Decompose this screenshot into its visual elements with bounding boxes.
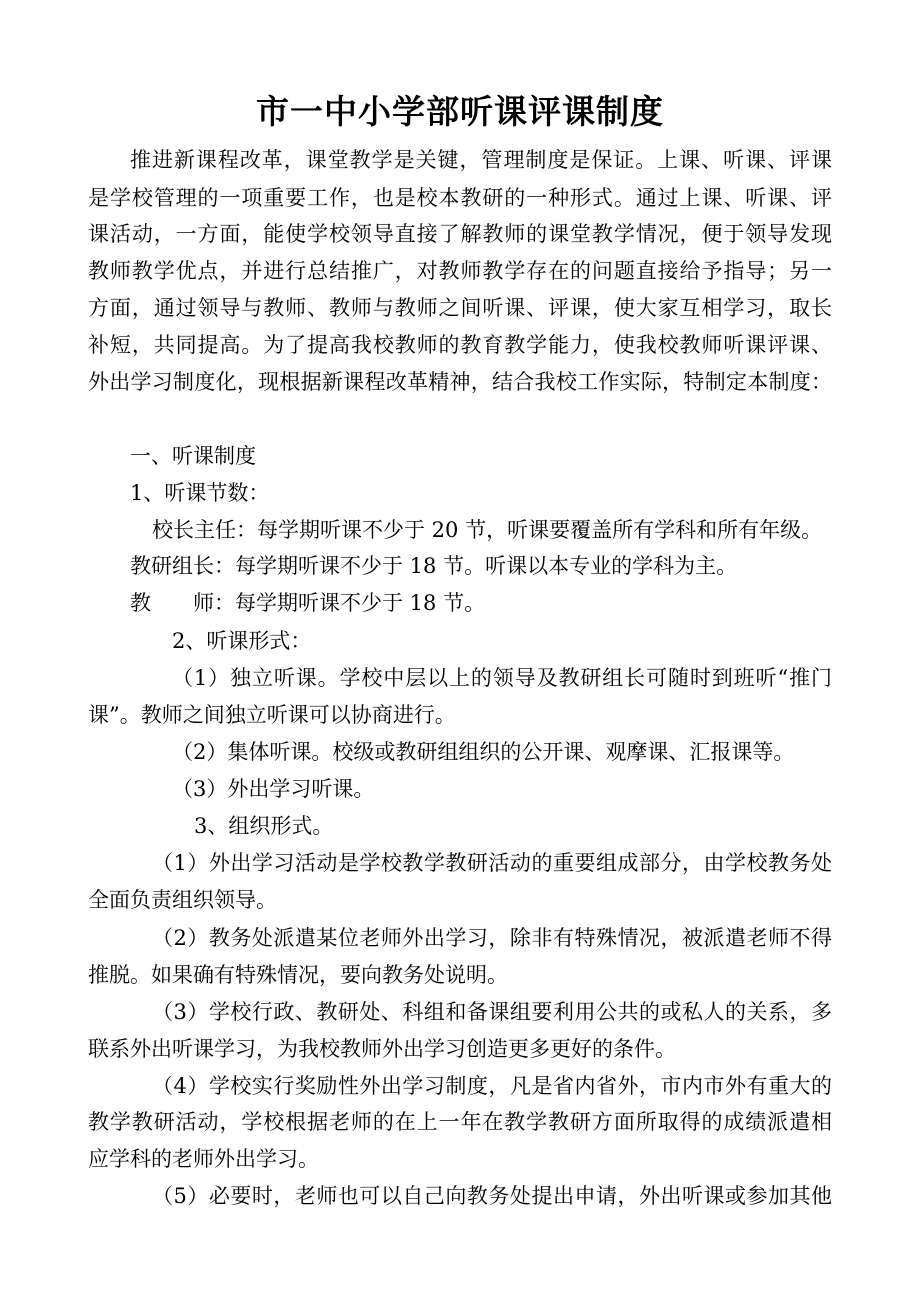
paragraph-line: （3）学校行政、教研处、科组和备课组要利用公共的或私人的关系，多: [152, 1000, 832, 1024]
paragraph-line: 推脱。如果确有特殊情况，要向教务处说明。: [88, 963, 508, 987]
section-heading: 一、听课制度: [130, 444, 256, 468]
paragraph-line: 应学科的老师外出学习。: [88, 1147, 319, 1171]
paragraph-line: 外出学习制度化，现根据新课程改革精神，结合我校工作实际，特制定本制度：: [88, 370, 832, 394]
subsection-heading: 1、听课节数：: [130, 481, 270, 505]
paragraph-line: 全面负责组织领导。: [88, 888, 277, 912]
paragraph-line: （2）教务处派遣某位老师外出学习，除非有特殊情况，被派遣老师不得: [152, 926, 832, 950]
paragraph-line: 是学校管理的一项重要工作，也是校本教研的一种形式。通过上课、听课、评: [88, 186, 832, 210]
paragraph-line: 教学教研活动，学校根据老师的在上一年在教学教研方面所取得的成绩派遣相: [88, 1110, 832, 1134]
paragraph-line: （5）必要时，老师也可以自己向教务处提出申请，外出听课或参加其他: [152, 1184, 832, 1208]
paragraph-line: 教研组长：每学期听课不少于 18 节。听课以本专业的学科为主。: [130, 554, 738, 578]
paragraph-line: （4）学校实行奖励性外出学习制度，凡是省内省外，市内市外有重大的: [152, 1074, 832, 1098]
paragraph-line: 推进新课程改革，课堂教学是关键，管理制度是保证。上课、听课、评课: [130, 148, 832, 172]
paragraph-line: 课活动，一方面，能使学校领导直接了解教师的课堂教学情况，便于领导发现: [88, 222, 832, 246]
subsection-heading: 3、组织形式。: [194, 814, 334, 838]
paragraph-line: （3）外出学习听课。: [172, 777, 375, 801]
paragraph-line: 方面，通过领导与教师、教师与教师之间听课、评课，使大家互相学习，取长: [88, 296, 832, 320]
paragraph-line: 补短，共同提高。为了提高我校教师的教育教学能力，使我校教师听课评课、: [88, 333, 832, 357]
paragraph-line: （1）独立听课。学校中层以上的领导及教研组长可随时到班听“推门: [172, 666, 832, 690]
subsection-heading: 2、听课形式：: [172, 629, 312, 653]
paragraph-line: （2）集体听课。校级或教研组组织的公开课、观摩课、汇报课等。: [172, 740, 795, 764]
paragraph-line: 课”。教师之间独立听课可以协商进行。: [88, 703, 456, 727]
document-title: 市一中小学部听课评课制度: [256, 92, 664, 131]
paragraph-line: 教师教学优点，并进行总结推广，对教师教学存在的问题直接给予指导；另一: [88, 259, 832, 283]
paragraph-line: （1）外出学习活动是学校教学教研活动的重要组成部分，由学校教务处: [152, 851, 832, 875]
paragraph-line: 教 师：每学期听课不少于 18 节。: [130, 591, 486, 615]
paragraph-line: 校长主任：每学期听课不少于 20 节，听课要覆盖所有学科和所有年级。: [152, 518, 823, 542]
paragraph-line: 联系外出听课学习，为我校教师外出学习创造更多更好的条件。: [88, 1037, 676, 1061]
